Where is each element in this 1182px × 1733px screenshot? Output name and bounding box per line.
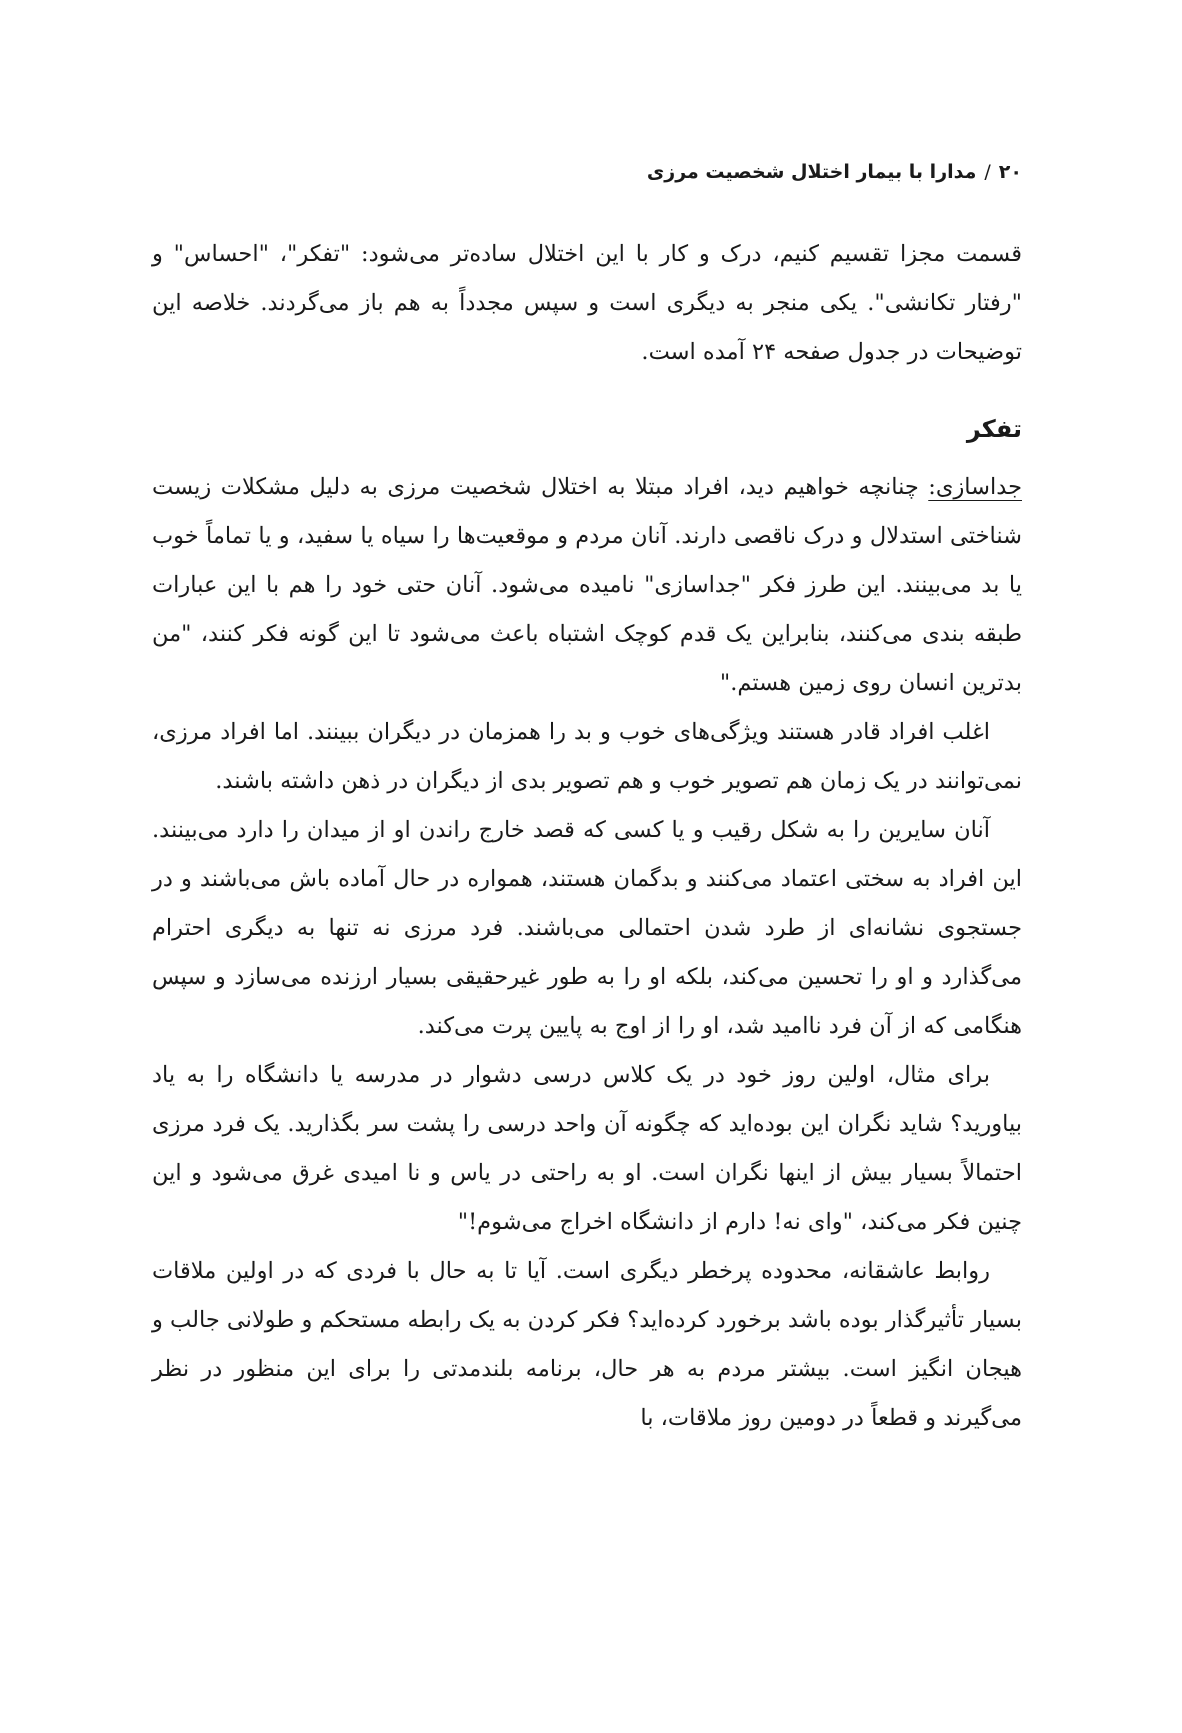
running-header [152,160,1022,184]
paragraph: آنان سایرین را به شکل رقیب و یا کسی که قصد خارج راندن او از میدان را دارد می‌بینند. این افراد به سختی اعتماد می‌کنند و بدگمان هستند، همواره در حال آماده باش می‌باشند و در جستجوی نشانه‌ای از طرد شدن احتمالی می‌باشند. فرد مرزی نه تنها به دیگری احترام می‌گذارد و او را تحسین می‌کند، بلکه او را به طور غیرحقیقی بسیار ارزنده می‌سازد و سپس هنگامی که از آن فرد ناامید شد، او را از اوج به پایین پرت می‌کند. [152,817,1022,1039]
paragraph: اغلب افراد قادر هستند ویژگی‌های خوب و بد را همزمان در دیگران ببینند. اما افراد مرزی، نمی‌توانند در یک زمان هم تصویر خوب و هم تصویر بدی از دیگران در ذهن داشته باشند. [152,719,1022,794]
book-title: مدارا با بیمار اختلال شخصیت مرزی [646,161,977,183]
header-separator: / [984,161,991,183]
first-paragraph-text: چنانچه خواهیم دید، افراد مبتلا به اختلال شخصیت مرزی به دلیل مشکلات زیست شناختی استدلال و درک ناقصی دارند. آنان مردم و موقعیت‌ها را سیاه یا سفید، و یا تماماً خوب یا بد می‌بینند. این طرز فکر "جداسازی" نامیده می‌شود. آنان حتی خود را هم با این عبارات طبقه بندی می‌کنند، بنابراین یک قدم کوچک اشتباه باعث می‌شود تا این گونه فکر کنند، "من بدترین انسان روی زمین هستم." [152,474,1022,696]
intro-paragraph: قسمت مجزا تقسیم کنیم، درک و کار با این اختلال ساده‌تر می‌شود: "تفکر"، "احساس" و "رفتار تکانشی". یکی منجر به دیگری است و سپس مجدداً به هم باز می‌گردند. خلاصه این توضیحات در جدول صفحه ۲۴ آمده است. [152,241,1022,365]
section-heading: تفکر [966,415,1022,443]
page-number: ۲۰ [998,161,1022,183]
paragraph: برای مثال، اولین روز خود در یک کلاس درسی دشوار در مدرسه یا دانشگاه را به یاد بیاورید؟ شاید نگران این بوده‌اید که چگونه آن واحد درسی را پشت سر بگذارید. یک فرد مرزی احتمالاً بسیار بیش از اینها نگران است. او به راحتی در یاس و نا امیدی غرق می‌شود و این چنین فکر می‌کند، "وای نه! دارم از دانشگاه اخراج می‌شوم!" [152,1062,1022,1235]
paragraph: روابط عاشقانه، محدوده پرخطر دیگری است. آیا تا به حال با فردی که در اولین ملاقات بسیار تأثیرگذار بوده باشد برخورد کرده‌اید؟ فکر کردن به یک رابطه مستحکم و طولانی جالب و هیجان انگیز است. بیشتر مردم به هر حال، برنامه بلندمدتی را برای این منظور در نظر می‌گیرند و قطعاً در دومین روز ملاقات، با [152,1258,1022,1431]
term-splitting: جداسازی: [928,474,1022,500]
body-text [152,230,1022,1443]
first-paragraph [152,463,1022,708]
